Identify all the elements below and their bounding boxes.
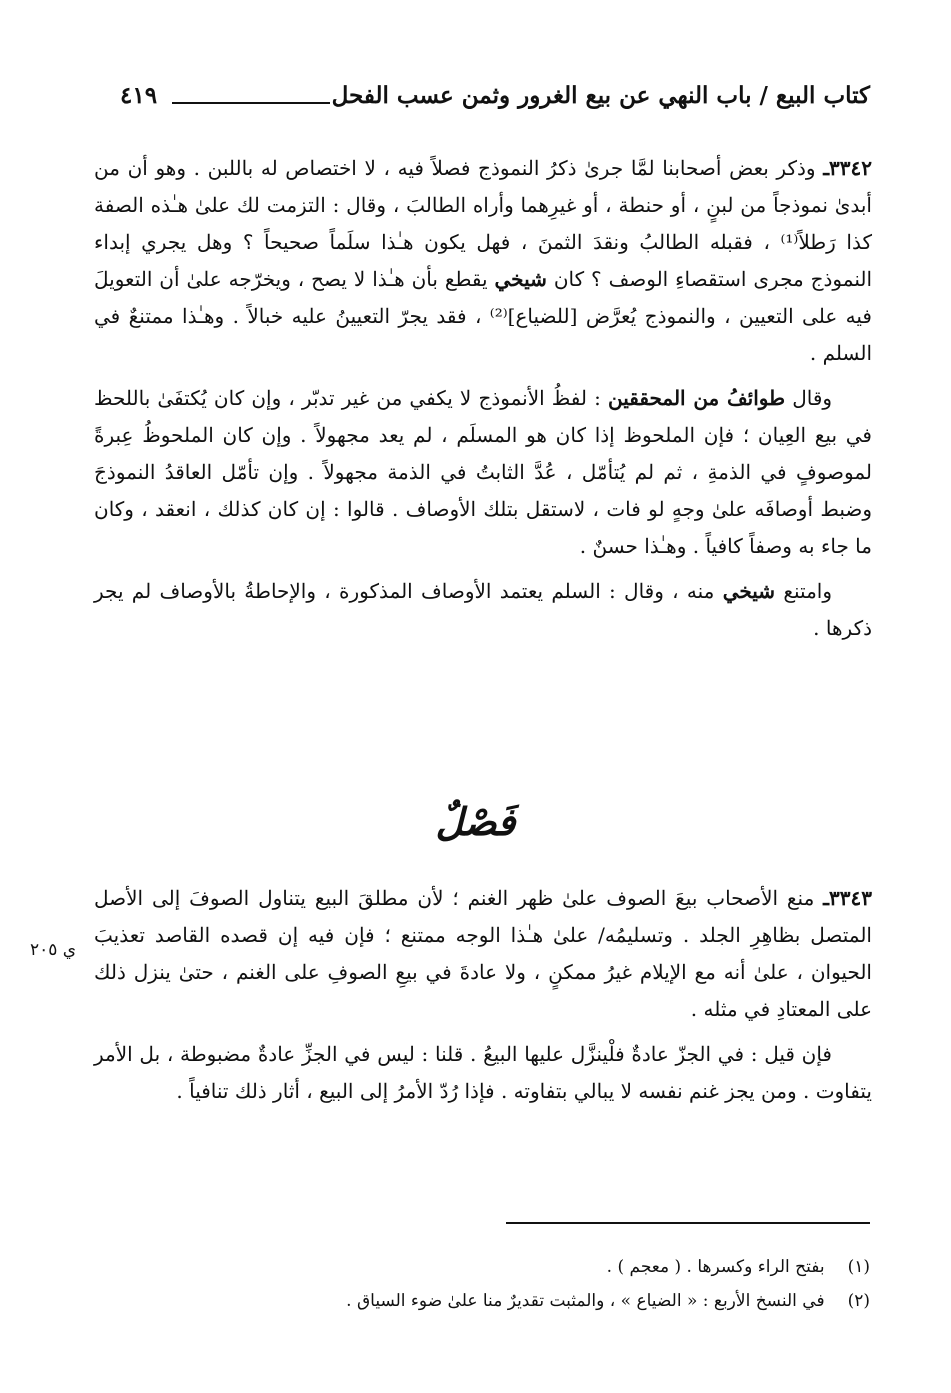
paragraph-3342-intro: [94, 150, 872, 372]
footnote-text: بفتح الراء وكسرها . ( معجم ) .: [606, 1257, 825, 1277]
paragraph-text: وقال: [792, 386, 833, 410]
paragraph-3343-intro: [94, 880, 872, 1028]
footnotes: [150, 1250, 870, 1318]
section-number: ٣٣٤٣ـ: [823, 886, 872, 910]
footnote-item: [150, 1250, 870, 1284]
footnote-rule: [506, 1222, 870, 1224]
footnote-item: [150, 1284, 870, 1318]
paragraph-text: منه ، وقال : السلم يعتمد الأوصاف المذكورة ، والإحاطةُ بالأوصاف لم يجر ذكرها .: [94, 579, 872, 640]
footnote-number: (١): [847, 1257, 870, 1277]
paragraph-text: : لفظُ الأنموذج لا يكفي من غير تدبّر ، وإن كان يُكتفَىٰ باللحظ في بيع العِيان ؛ فإن الملحوظ إذا كان هو المسلَم ، لم يعد مجهولاً . وإن كان الملحوظُ عِبرةً لموصوفٍ في الذمةِ ، ثم لم يُتأمّل ، عُدَّ الثابتُ في الذمة مجهولاً . وإن تأمّل العاقدُ النموذجَ وضبط أوصافَه علىٰ وجهٍ لو فات ، لاستقل بتلك الأوصاف . قالوا : إن كان كذلك ، انعقد ، وكان ما جاء به وصفاً كافياً . وهـٰذا حسنٌ .: [94, 386, 872, 558]
paragraph-objection: [94, 1036, 872, 1110]
paragraph-text: وامتنع: [783, 579, 833, 603]
fasl-ornament: [0, 800, 951, 844]
paragraph-bold-term: شيخي: [494, 267, 547, 291]
paragraph-bold-term: طوائفُ من المحققين: [607, 386, 786, 410]
paragraph-muhaqqiqin: [94, 380, 872, 565]
paragraph-text: منع الأصحاب بيعَ الصوف علىٰ ظهر الغنم ؛ لأن مطلقَ البيع يتناول الصوفَ إلى الأصل المتصل بظاهِرِ الجلد . وتسليمُه/ علىٰ هـٰذا الوجه ممتنع ؛ فإن فيه إن قصده القاصد تعذيبَ الحيوان ، علىٰ أنه مع الإيلام غيرُ ممكنٍ ، ولا عادةَ في بيعِ الصوفِ على الغنم ، حتىٰ ينزل ذلك على المعتادِ في مثله .: [94, 886, 872, 1021]
paragraph-text: وذكر بعض أصحابنا لمَّا جرىٰ ذكرُ النموذج فصلاً فيه ، لا اختصاص له باللبن . وهو أن من أبدىٰ نموذجاً من لبنٍ ، أو حنطة ، أو غيرِهما وأراه الطالبَ ، وقال : التزمت لك علىٰ هـٰذه الصفة كذا رَطلاً⁽¹⁾ ، فقبله الطالبُ ونقدَ الثمنَ ، فهل يكون هـٰذا سلَماً صحيحاً ؟ وهل يجري إبداء النموذج مجرى استقصاءِ الوصف ؟ كان: [94, 156, 873, 291]
fasl-heading: فَصْلٌ: [435, 800, 516, 844]
footnote-text: في النسخ الأربع : « الضياع » ، والمثبت تقديرٌ منا علىٰ ضوء السياق .: [346, 1291, 825, 1311]
section-number: ٣٣٤٢ـ: [823, 156, 873, 180]
paragraph-text: فإن قيل : في الجزّ عادةٌ فلْينزَّل عليها البيعُ . قلنا : ليس في الجزِّ عادةٌ مضبوطة ، بل الأمر يتفاوت . ومن يجز غنم نفسه لا يبالي بتفاوته . فإذا رُدّ الأمرُ إلى البيع ، أثار ذلك تنافياً .: [94, 1042, 872, 1103]
footnote-number: (٢): [847, 1291, 870, 1311]
section-3342: [94, 150, 872, 647]
running-header: [100, 82, 870, 122]
header-rule: [172, 102, 330, 104]
page-number: ٤١٩: [120, 82, 158, 109]
margin-folio-note: ي ٢٠٥: [30, 940, 77, 960]
paragraph-shaykh: [94, 573, 872, 647]
header-title: كتاب البيع / باب النهي عن بيع الغرور وثمن عسب الفحل: [331, 82, 870, 109]
paragraph-text: يقطع بأن هـٰذا لا يصح ، ويخرّجه علىٰ أن التعويلَ فيه على التعيين ، والنموذج يُعرَّض [للضياع]⁽²⁾ ، فقد يجرّ التعيينُ عليه خبالاً . وهـٰذا ممتنعٌ في السلم .: [94, 267, 872, 365]
paragraph-bold-term: شيخي: [722, 579, 776, 603]
section-3343: [94, 880, 872, 1110]
